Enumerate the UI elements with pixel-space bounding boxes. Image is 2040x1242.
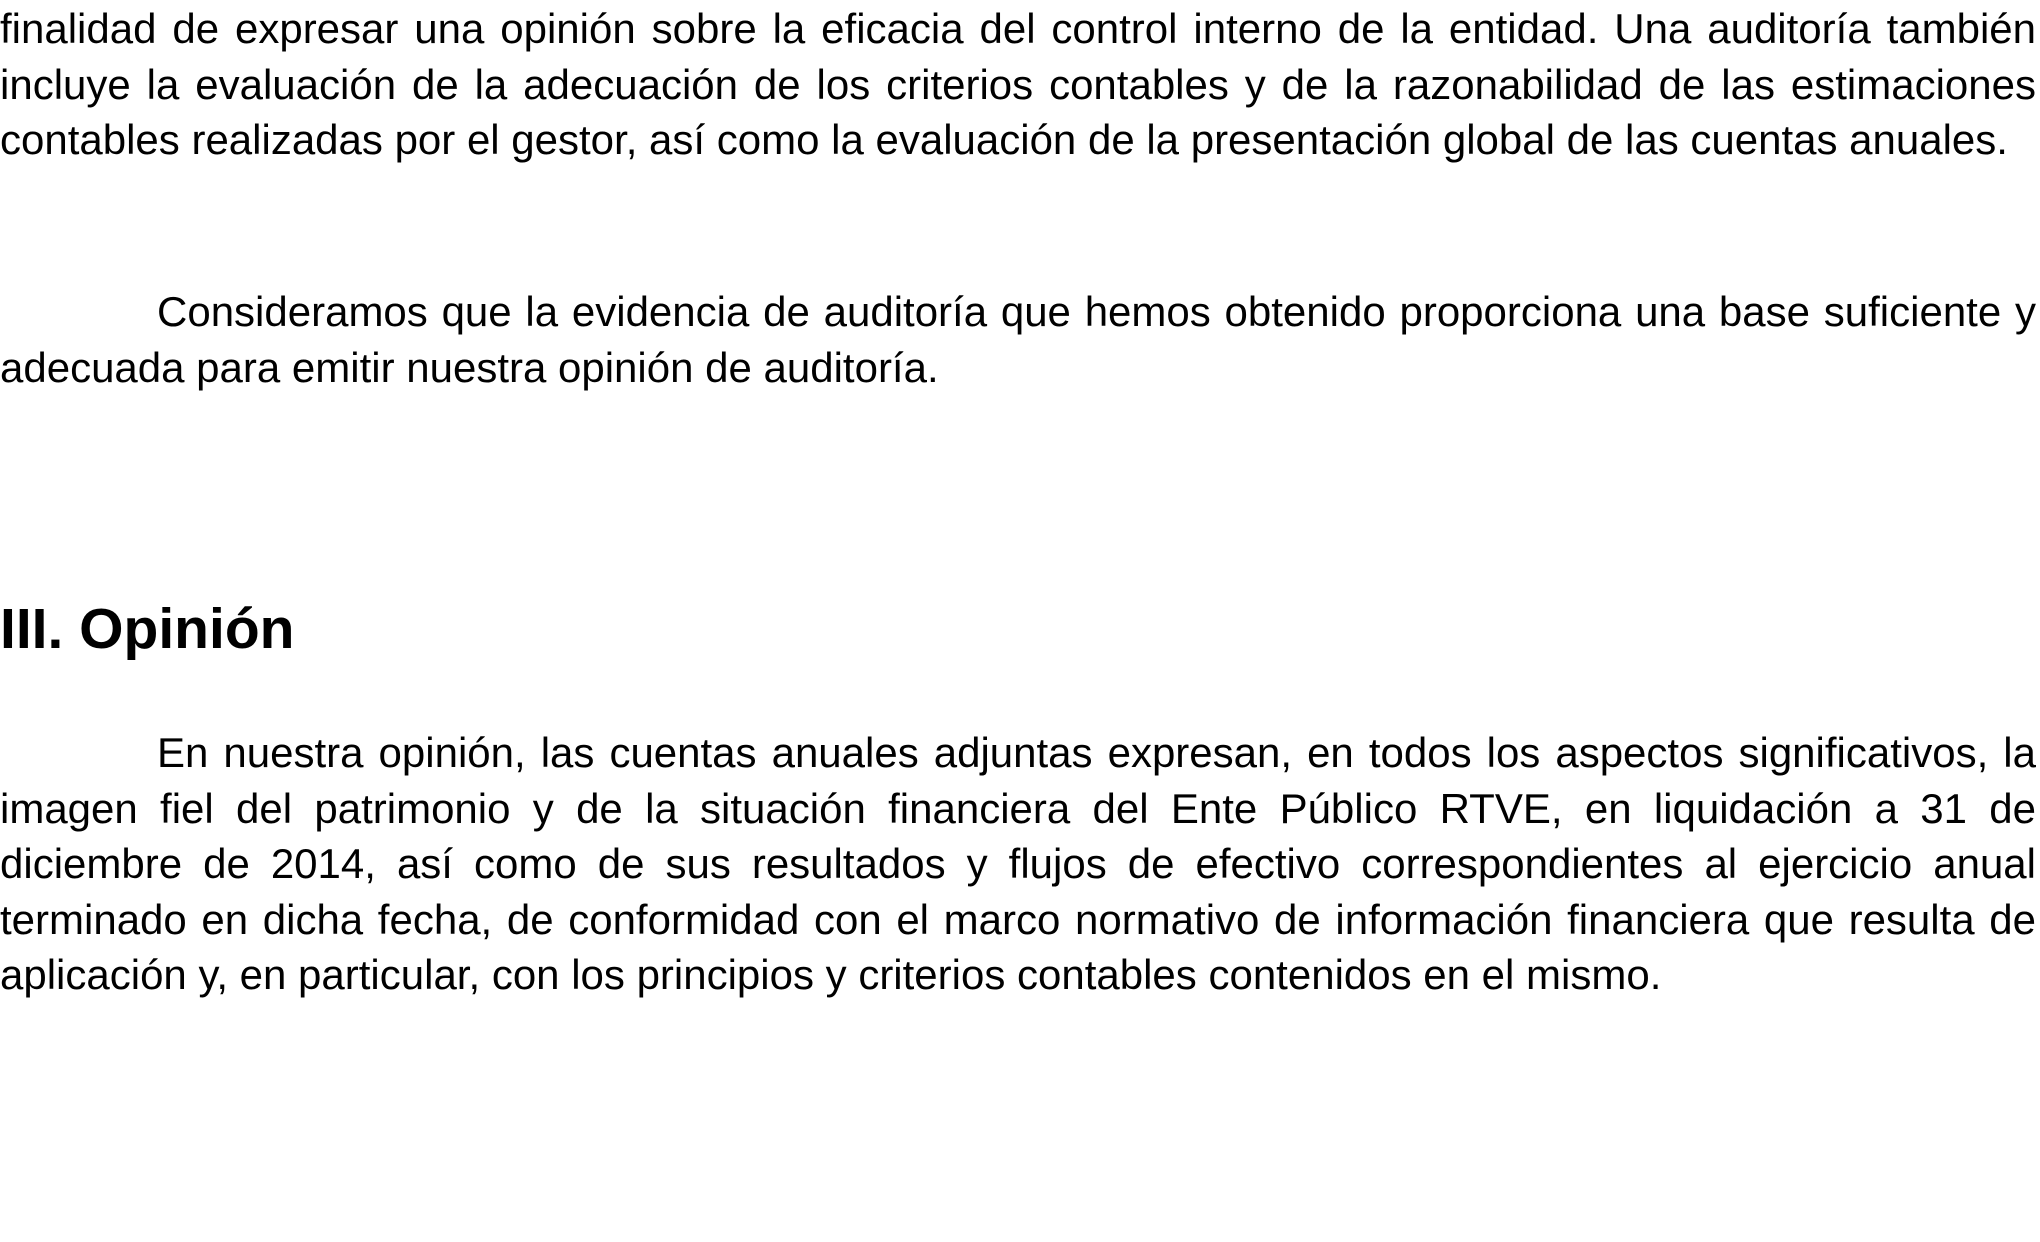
section-heading-opinion: III. Opinión: [0, 597, 295, 661]
paragraph-audit-evidence: Consideramos que la evidencia de auditoría que hemos obtenido proporciona una base suficiente y adecuada para emitir nuestra opinión de auditoría.: [0, 288, 2036, 391]
paragraph-audit-scope: finalidad de expresar una opinión sobre la eficacia del control interno de la entidad. Una auditoría también incluye la evaluación de la adecuación de los criterios contables y de la razonabilidad de las estimaciones contables realizadas por el gestor, así como la evaluación de la presentación global de las cuentas anuales.: [0, 5, 2036, 164]
paragraph-opinion: En nuestra opinión, las cuentas anuales adjuntas expresan, en todos los aspectos significativos, la imagen fiel del patrimonio y de la situación financiera del Ente Público RTVE, en liquidación a 31 de diciembre de 2014, así como de sus resultados y flujos de efectivo correspondientes al ejercicio anual terminado en dicha fecha, de conformidad con el marco normativo de información financiera que resulta de aplicación y, en particular, con los principios y criterios contables contenidos en el mismo.: [0, 729, 2036, 999]
